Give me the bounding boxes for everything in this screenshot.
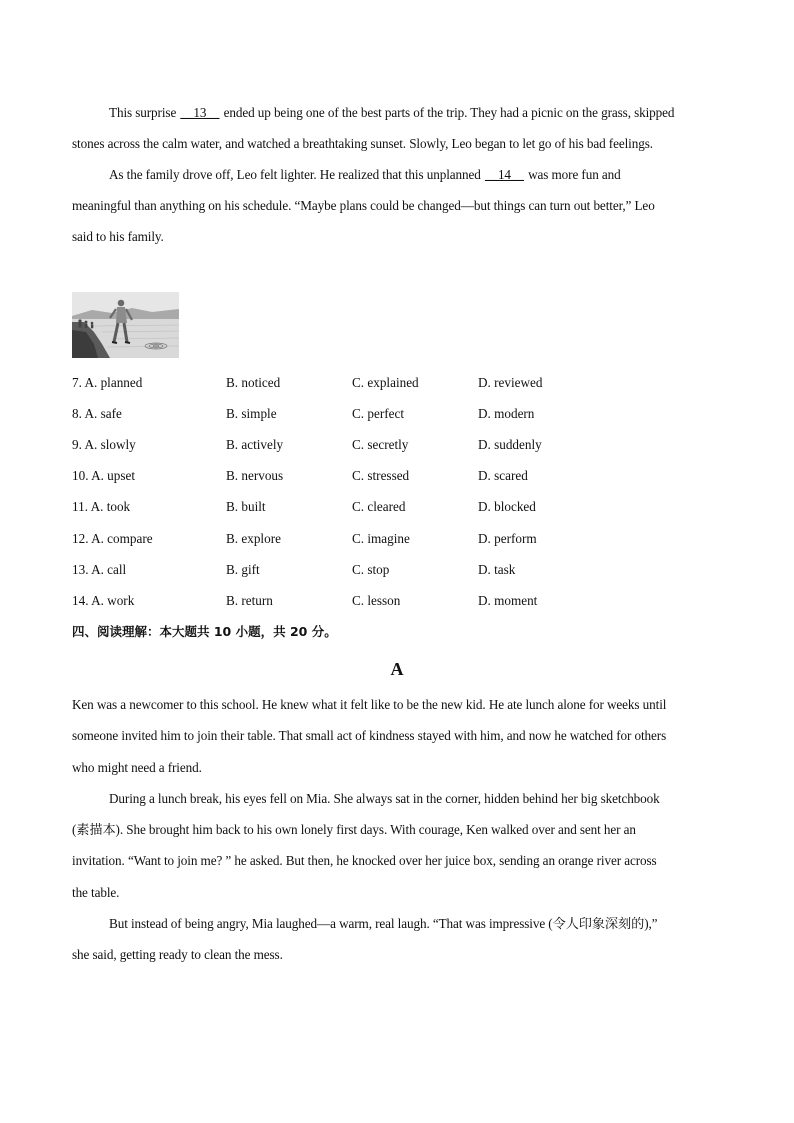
option-c: C. stressed bbox=[352, 468, 410, 483]
blank-13: __13__ bbox=[180, 105, 220, 120]
option-a bbox=[72, 531, 153, 547]
question-number: 12. bbox=[72, 531, 89, 546]
question-number: 11. bbox=[72, 499, 88, 514]
section-title: 四、阅读理解：本大题共 10 小题，共 20 分。 bbox=[72, 624, 337, 639]
option-b: B. simple bbox=[226, 406, 277, 421]
para2-line1 bbox=[109, 167, 729, 183]
passage-a-line: the table. bbox=[72, 885, 120, 900]
passage-a-line: But instead of being angry, Mia laughed—a warm, real laugh. “That was impressive (令人印象深刻的),” bbox=[109, 916, 658, 931]
option-text: A. call bbox=[91, 562, 127, 577]
question-number: 13. bbox=[72, 562, 89, 577]
passage-a-line: Ken was a newcomer to this school. He knew what it felt like to be the new kid. He ate lunch alone for weeks until bbox=[72, 697, 667, 712]
passage-a-line: who might need a friend. bbox=[72, 760, 202, 775]
option-d: D. scared bbox=[478, 468, 528, 483]
option-text: A. work bbox=[91, 593, 135, 608]
option-text: A. slowly bbox=[84, 437, 136, 452]
option-c: C. imagine bbox=[352, 531, 410, 546]
option-b: B. gift bbox=[226, 562, 260, 577]
text-segment: As the family drove off, Leo felt lighter. He realized that this unplanned bbox=[109, 167, 484, 182]
text-segment: was more fun and bbox=[524, 167, 621, 182]
option-c: C. secretly bbox=[352, 437, 409, 452]
option-b: B. noticed bbox=[226, 375, 281, 390]
option-b: B. return bbox=[226, 593, 273, 608]
passage-a-line: invitation. “Want to join me? ” he asked. But then, he knocked over her juice box, sending an orange river across bbox=[72, 853, 657, 868]
option-c: C. explained bbox=[352, 375, 419, 390]
option-c: C. lesson bbox=[352, 593, 401, 608]
question-number: 14. bbox=[72, 593, 89, 608]
para2-line3: said to his family. bbox=[72, 229, 164, 244]
option-b: B. actively bbox=[226, 437, 284, 452]
option-b: B. built bbox=[226, 499, 266, 514]
option-a bbox=[72, 593, 134, 609]
option-d: D. task bbox=[478, 562, 516, 577]
question-number: 10. bbox=[72, 468, 89, 483]
option-c: C. stop bbox=[352, 562, 390, 577]
boy-skipping-stones-illustration bbox=[72, 292, 179, 358]
option-text: A. upset bbox=[91, 468, 136, 483]
option-d: D. blocked bbox=[478, 499, 536, 514]
option-d: D. reviewed bbox=[478, 375, 543, 390]
option-text: A. took bbox=[90, 499, 131, 514]
passage-a-line: someone invited him to join their table. That small act of kindness stayed with him, and now he watched for others bbox=[72, 728, 667, 743]
option-a bbox=[72, 406, 122, 422]
option-a bbox=[72, 437, 136, 453]
passage-a-line: she said, getting ready to clean the mess. bbox=[72, 947, 283, 962]
option-b: B. explore bbox=[226, 531, 281, 546]
option-a bbox=[72, 562, 126, 578]
option-a bbox=[72, 375, 142, 391]
question-number: 9. bbox=[72, 437, 82, 452]
option-d: D. perform bbox=[478, 531, 537, 546]
option-text: A. compare bbox=[91, 531, 153, 546]
passage-letter: A bbox=[390, 659, 404, 679]
passage-a-line: (素描本). She brought him back to his own lonely first days. With courage, Ken walked over and sent her an bbox=[72, 822, 636, 837]
para2-line2: meaningful than anything on his schedule. “Maybe plans could be changed—but things can turn out better,” Leo bbox=[72, 198, 655, 213]
option-c: C. cleared bbox=[352, 499, 406, 514]
question-number: 8. bbox=[72, 406, 82, 421]
option-text: A. planned bbox=[84, 375, 143, 390]
option-a bbox=[72, 468, 135, 484]
option-c: C. perfect bbox=[352, 406, 404, 421]
para1-line1 bbox=[109, 105, 729, 121]
question-number: 7. bbox=[72, 375, 82, 390]
text-segment: This surprise bbox=[109, 105, 180, 120]
option-d: D. moment bbox=[478, 593, 538, 608]
option-d: D. suddenly bbox=[478, 437, 542, 452]
option-b: B. nervous bbox=[226, 468, 284, 483]
text-segment: ended up being one of the best parts of the trip. They had a picnic on the grass, skipped bbox=[220, 105, 675, 120]
para1-line2: stones across the calm water, and watched a breathtaking sunset. Slowly, Leo began to let go of his bad feelings. bbox=[72, 136, 653, 151]
passage-a-line: During a lunch break, his eyes fell on Mia. She always sat in the corner, hidden behind her big sketchbook bbox=[109, 791, 660, 806]
blank-14: __14__ bbox=[484, 167, 524, 182]
option-a bbox=[72, 499, 130, 515]
option-text: A. safe bbox=[84, 406, 122, 421]
option-d: D. modern bbox=[478, 406, 535, 421]
